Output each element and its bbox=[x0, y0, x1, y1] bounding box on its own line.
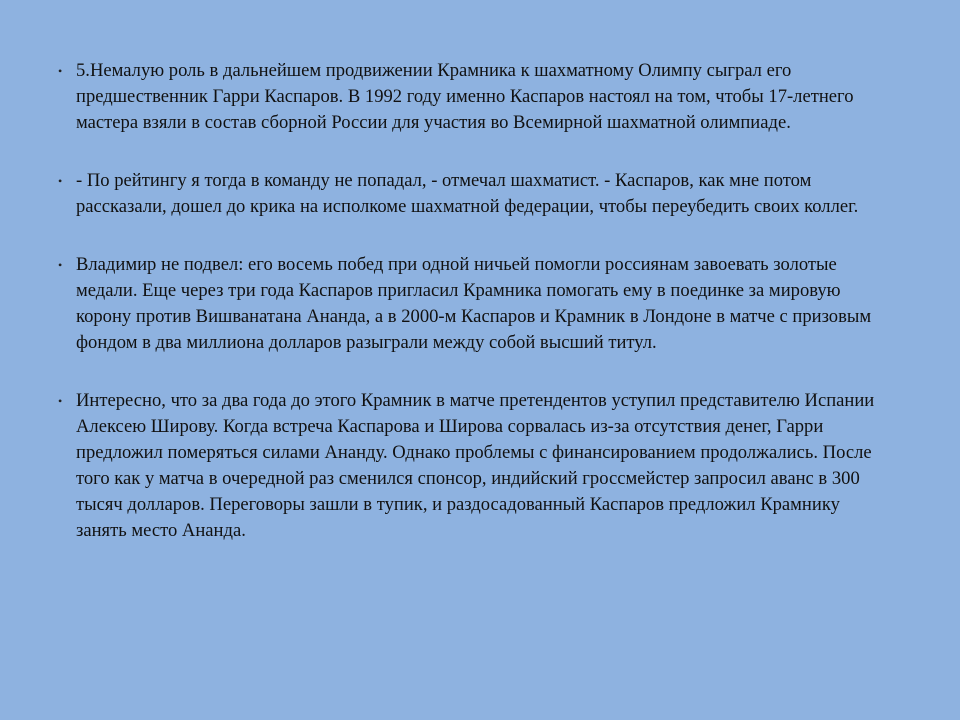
bullet-marker: • bbox=[58, 64, 63, 78]
slide-content bbox=[58, 58, 918, 544]
bullet-item-1 bbox=[58, 58, 918, 136]
bullet-item-4 bbox=[58, 388, 918, 544]
bullet-marker: • bbox=[58, 394, 63, 408]
bullet-text-4: Интересно, что за два года до этого Крамник в матче претендентов уступил представителю Испании Алексею Широву. Когда встреча Каспарова и Широва сорвалась из-за отсутствия денег, Гарри предложил померяться силами Ананду. Однако проблемы с финансированием продолжались. После того как у матча в очередной раз сменился спонсор, индийский гроссмейстер запросил аванс в 300 тысяч долларов. Переговоры зашли в тупик, и раздосадованный Каспаров предложил Крамнику занять место Ананда. bbox=[76, 390, 875, 541]
bullet-text-1: 5.Немалую роль в дальнейшем продвижении Крамника к шахматному Олимпу сыграл его предшественник Гарри Каспаров. В 1992 году именно Каспаров настоял на том, чтобы 17-летнего мастера взяли в состав сборной России для участия во Всемирной шахматной олимпиаде. bbox=[76, 60, 854, 133]
bullet-item-3 bbox=[58, 252, 918, 356]
bullet-item-2 bbox=[58, 168, 918, 220]
bullet-marker: • bbox=[58, 258, 63, 272]
bullet-text-2: - По рейтингу я тогда в команду не попадал, - отмечал шахматист. - Каспаров, как мне потом рассказали, дошел до крика на исполкоме шахматной федерации, чтобы переубедить своих коллег. bbox=[76, 170, 859, 217]
bullet-text-3: Владимир не подвел: его восемь побед при одной ничьей помогли россиянам завоевать золотые медали. Еще через три года Каспаров пригласил Крамника помогать ему в поединке за мировую корону против Вишванатана Ананда, а в 2000-м Каспаров и Крамник в Лондоне в матче с призовым фондом в два миллиона долларов разыграли между собой высший титул. bbox=[76, 254, 872, 353]
bullet-marker: • bbox=[58, 174, 63, 188]
